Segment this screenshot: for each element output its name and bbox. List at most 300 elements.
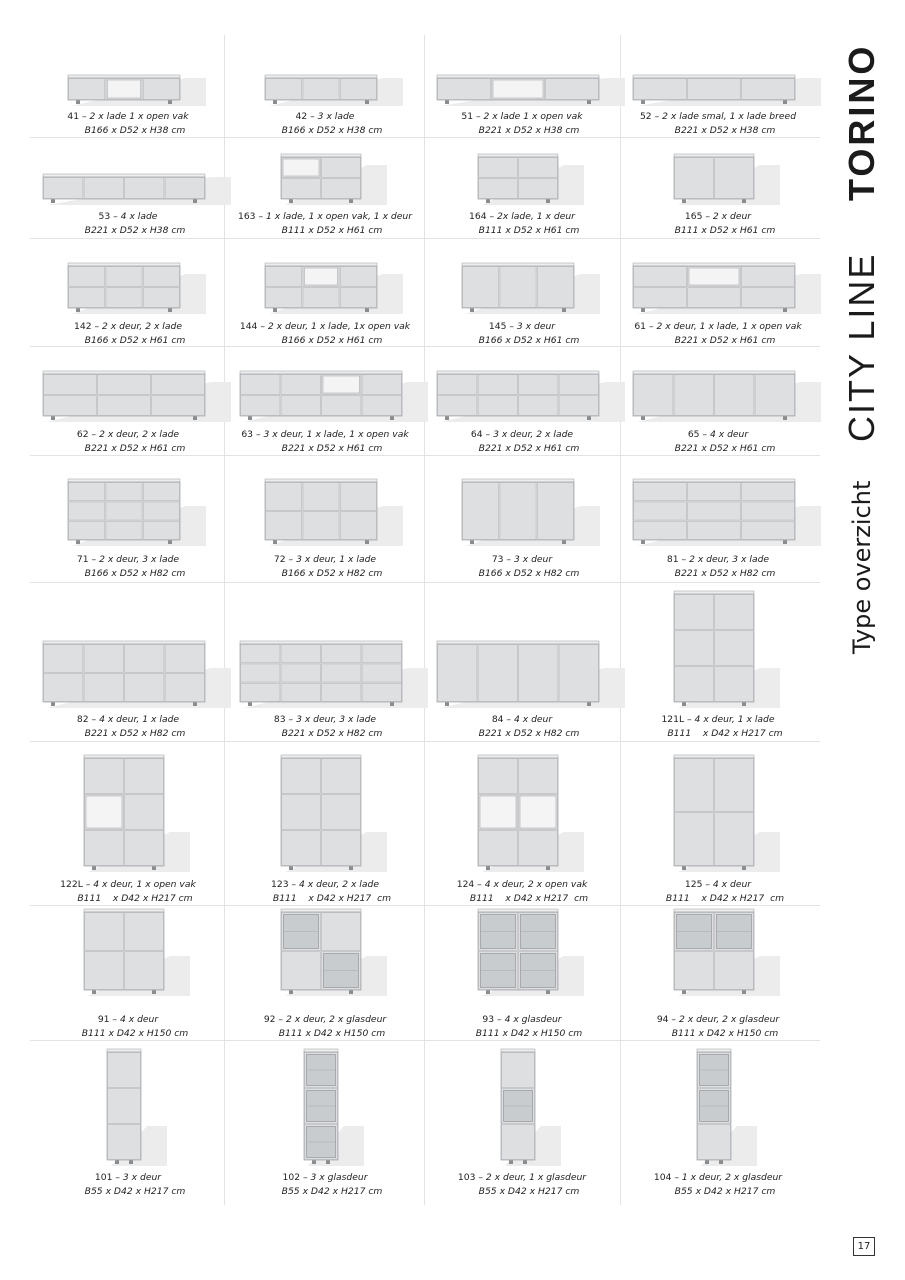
separator: – <box>110 211 121 222</box>
cabinet-top <box>633 371 795 374</box>
cabinet-front <box>152 396 205 416</box>
open-compartment <box>283 159 319 176</box>
lowboard-three-drawers-icon <box>227 35 423 110</box>
product-code: 53 <box>98 211 111 222</box>
cabinet-front <box>340 79 376 100</box>
product-description: 4 x deur <box>712 879 752 890</box>
product-dimensions: B55 x D42 x H217 cm <box>84 1186 186 1197</box>
product-description: 2 x deur, 3 x lade <box>99 554 180 565</box>
separator: – <box>88 429 100 440</box>
cabinet-top <box>633 263 795 266</box>
open-compartment <box>86 796 122 828</box>
cabinet-top <box>462 263 574 266</box>
cabinet-leg <box>783 416 787 420</box>
product-dimensions: B55 x D42 x H217 cm <box>281 1186 383 1197</box>
cabinet-front <box>322 158 361 178</box>
cabinet-leg <box>92 866 96 870</box>
cabinet-front <box>362 683 401 701</box>
cabinet-front <box>675 631 714 666</box>
product-caption <box>620 1013 816 1041</box>
separator: – <box>651 111 663 122</box>
separator: – <box>307 111 318 122</box>
cabinet-front <box>519 831 558 866</box>
cabinet-front <box>322 683 361 701</box>
cabinet-leg <box>742 702 746 706</box>
cabinet-front <box>479 179 518 199</box>
cabinet-front <box>152 375 205 395</box>
product-thumbnail <box>620 455 816 550</box>
product-description: 4 x deur <box>709 429 749 440</box>
separator: – <box>671 1172 682 1183</box>
cabinet-front <box>715 595 754 630</box>
cabinet-front <box>362 375 401 395</box>
product-description: 1 x deur, 2 x glasdeur <box>681 1172 783 1183</box>
product-dimensions: B221 x D52 x H82 cm <box>478 728 580 739</box>
cabinet-front <box>125 759 164 794</box>
cabinet-front <box>688 79 741 100</box>
product-caption <box>227 428 423 456</box>
cabinet-front <box>322 831 361 866</box>
cabinet-leg <box>289 866 293 870</box>
product-thumbnail <box>620 1040 816 1170</box>
cabinet-front <box>303 483 339 511</box>
separator: – <box>253 429 264 440</box>
product-dimensions: B221 x D52 x H61 cm <box>478 443 580 454</box>
product-caption <box>424 1013 620 1041</box>
cabinet-front <box>241 396 280 416</box>
separator: – <box>494 1014 505 1025</box>
product-thumbnail <box>30 741 226 876</box>
cabinet-front <box>715 952 754 990</box>
cabinet-front <box>362 645 401 663</box>
separator: – <box>285 714 297 725</box>
cabinet-leg <box>742 866 746 870</box>
product-caption <box>424 1171 620 1199</box>
cabinet-top <box>84 909 164 912</box>
product-caption <box>30 210 226 238</box>
product-thumbnail <box>30 238 226 318</box>
separator: – <box>288 879 299 890</box>
cabinet-leg <box>365 100 369 104</box>
product-code: 65 <box>687 429 700 440</box>
product-caption <box>620 553 816 581</box>
cabinet-front <box>125 645 164 673</box>
cabinet-top <box>697 1049 731 1052</box>
sideboard-wide-doors-drawers-icon <box>30 346 226 426</box>
cabinet-front <box>125 913 164 951</box>
product-description: 3 x deur <box>516 321 556 332</box>
product-dimensions: B166 x D52 x H82 cm <box>84 568 186 579</box>
product-caption <box>620 110 816 138</box>
cabinet-front <box>463 267 499 308</box>
cabinet-leg <box>546 866 550 870</box>
product-dimensions: B55 x D42 x H217 cm <box>674 1186 776 1197</box>
separator: – <box>91 321 102 332</box>
product-caption <box>227 1171 423 1199</box>
cabinet-front <box>674 375 713 416</box>
sideboard-three-doors-icon <box>424 238 620 318</box>
tall-cabinet-doors-two-open-compartments-icon <box>424 741 620 876</box>
cabinet-front <box>143 288 179 308</box>
product-description: 2 x lade smal, 1 x lade breed <box>662 111 797 122</box>
open-compartment <box>689 268 739 285</box>
highboard-wide-four-doors-drawer-icon <box>30 582 226 712</box>
cabinet-front <box>675 952 714 990</box>
cabinet-leg <box>587 416 591 420</box>
product-description: 3 x deur <box>513 554 553 565</box>
cabinet-leg <box>152 866 156 870</box>
cabinet-front <box>634 288 687 308</box>
cabinet-front <box>688 521 741 539</box>
cabinet-front <box>537 267 573 308</box>
cabinet-front <box>266 483 302 511</box>
cabinet-front <box>478 645 517 702</box>
separator: – <box>486 211 498 222</box>
cabinet-top <box>674 909 754 912</box>
cabinet-leg <box>273 308 277 312</box>
cabinet-leg <box>719 1160 723 1164</box>
highboard-three-doors-icon <box>424 455 620 550</box>
separator: – <box>109 1014 120 1025</box>
product-description: 4 x lade <box>120 211 158 222</box>
product-caption <box>227 210 423 238</box>
cabinet-leg <box>682 866 686 870</box>
cabinet-front <box>715 631 754 666</box>
cabinet-front <box>519 396 558 416</box>
product-caption <box>30 713 226 741</box>
cabinet-leg <box>486 990 490 994</box>
product-dimensions: B111 x D52 x H61 cm <box>674 225 776 236</box>
product-caption <box>227 110 423 138</box>
cabinet-top <box>43 174 205 177</box>
cabinet-front <box>143 521 179 539</box>
separator: – <box>82 879 94 890</box>
product-thumbnail <box>424 35 620 110</box>
cabinet-front <box>44 396 97 416</box>
product-code: 71 <box>76 554 89 565</box>
product-caption <box>30 428 226 456</box>
separator: – <box>506 321 517 332</box>
column-three-doors-icon <box>30 1040 226 1170</box>
product-description: 4 x deur, 1 x lade <box>99 714 180 725</box>
cabinet-front <box>322 759 361 794</box>
product-caption <box>30 110 226 138</box>
cabinet-front <box>143 483 179 501</box>
cabinet-leg <box>682 990 686 994</box>
sideboard-doors-drawers-icon <box>30 238 226 318</box>
separator: – <box>702 211 713 222</box>
cabinet-leg <box>470 540 474 544</box>
product-code: 42 <box>295 111 308 122</box>
product-description: 2 x lade 1 x open vak <box>483 111 583 122</box>
product-code: 121L <box>661 714 685 725</box>
cabinet-front <box>755 375 794 416</box>
product-thumbnail <box>227 905 423 1000</box>
separator: – <box>503 714 514 725</box>
product-caption <box>30 320 226 348</box>
cabinet-front <box>143 267 179 287</box>
cabinet-front <box>108 1125 141 1160</box>
product-thumbnail <box>620 741 816 876</box>
cabinet-leg <box>641 308 645 312</box>
product-description: 3 x glasdeur <box>310 1172 368 1183</box>
cabinet-front <box>340 483 376 511</box>
product-code: 93 <box>482 1014 495 1025</box>
cabinet-top <box>240 371 402 374</box>
cabinet-front <box>125 178 164 199</box>
cabinet-front <box>519 645 558 702</box>
cabinet-front <box>500 483 536 540</box>
cabinet-front <box>108 1089 141 1124</box>
lowboard-small-wide-small-icon <box>620 35 816 110</box>
product-code: 52 <box>639 111 652 122</box>
cabinet-front <box>125 952 164 990</box>
cabinet-top <box>674 154 754 157</box>
cabinet-top <box>107 1049 141 1052</box>
separator: – <box>475 1172 486 1183</box>
product-caption <box>227 878 423 906</box>
product-code: 51 <box>461 111 474 122</box>
cabinet-leg <box>365 308 369 312</box>
cabinet-leg <box>92 990 96 994</box>
cabinet-leg <box>783 100 787 104</box>
cabinet-front <box>519 375 558 395</box>
separator: – <box>503 554 514 565</box>
highboard-three-doors-drawer-icon <box>227 455 423 550</box>
cabinet-front <box>85 913 124 951</box>
cabinet-front <box>715 158 754 199</box>
product-dimensions: B221 x D52 x H61 cm <box>84 443 186 454</box>
product-dimensions: B55 x D42 x H217 cm <box>478 1186 580 1197</box>
product-description: 3 x deur, 1 x lade, 1 x open vak <box>263 429 409 440</box>
open-compartment <box>107 80 140 98</box>
cabinet-top <box>674 755 754 758</box>
product-thumbnail <box>30 137 226 209</box>
page-number: 17 <box>853 1237 875 1256</box>
product-dimensions: B111 x D42 x H217 cm <box>667 728 783 739</box>
cabinet-glass-top-doors-bottom-icon <box>620 905 816 1000</box>
cabinet-leg <box>783 308 787 312</box>
cabinet-front <box>106 288 142 308</box>
product-code: 94 <box>656 1014 669 1025</box>
cabinet-front <box>340 288 376 308</box>
cabinet-front <box>634 483 687 501</box>
open-compartment <box>493 80 543 98</box>
product-dimensions: B221 x D52 x H61 cm <box>281 443 383 454</box>
product-code: 102 <box>282 1172 301 1183</box>
sideboard-wide-three-doors-drawers-icon <box>424 346 620 426</box>
cabinet-front <box>106 483 142 501</box>
product-description: 2 x deur, 1 x glasdeur <box>485 1172 587 1183</box>
cabinet-front <box>281 645 320 663</box>
product-caption <box>30 1171 226 1199</box>
open-compartment <box>480 796 516 828</box>
cabinet-top <box>633 479 795 482</box>
product-thumbnail <box>620 238 816 318</box>
cabinet-front <box>303 288 339 308</box>
cabinet-leg <box>546 199 550 203</box>
product-code: 92 <box>263 1014 276 1025</box>
cabinet-leg <box>152 990 156 994</box>
cabinet-leg <box>289 990 293 994</box>
cabinet-front <box>165 178 204 199</box>
cabinet-front <box>282 179 321 199</box>
cabinet-front <box>125 674 164 702</box>
cabinet-leg <box>641 416 645 420</box>
cabinet-leg <box>365 540 369 544</box>
separator: – <box>275 1014 286 1025</box>
cabinet-front <box>108 1053 141 1088</box>
cabinet-leg <box>705 1160 709 1164</box>
product-code: 64 <box>470 429 483 440</box>
cabinet-top <box>265 75 377 78</box>
product-dimensions: B221 x D52 x H82 cm <box>674 568 776 579</box>
product-caption <box>424 110 620 138</box>
product-description: 2 x deur <box>712 211 752 222</box>
product-thumbnail <box>620 905 816 1000</box>
cabinet-leg <box>445 100 449 104</box>
product-code: 103 <box>457 1172 476 1183</box>
product-code: 81 <box>666 554 679 565</box>
cabinet-front <box>106 267 142 287</box>
product-description: 4 x deur, 2 x lade <box>298 879 379 890</box>
product-thumbnail <box>30 455 226 550</box>
cabinet-front <box>675 595 714 630</box>
cabinet-front <box>282 831 321 866</box>
cabinet-front <box>44 674 83 702</box>
product-code: 122L <box>60 879 83 890</box>
highboard-wide-doors-three-drawers-icon <box>620 455 816 550</box>
product-caption <box>424 428 620 456</box>
cabinet-leg <box>445 416 449 420</box>
tall-cabinet-four-doors-icon <box>620 741 816 876</box>
product-thumbnail <box>620 582 816 712</box>
tall-cabinet-doors-open-compartment-icon <box>30 741 226 876</box>
cabinet-front <box>44 645 83 673</box>
cabinet-front <box>715 813 754 866</box>
separator: – <box>255 211 266 222</box>
product-description: 3 x deur, 1 x lade <box>296 554 377 565</box>
cabinet-front <box>69 288 105 308</box>
cabinet-front <box>281 683 320 701</box>
product-code: 73 <box>491 554 504 565</box>
cabinet-top <box>281 909 361 912</box>
cabinet-front <box>479 759 518 794</box>
product-description: 2 x lade 1 x open vak <box>89 111 189 122</box>
product-caption <box>620 1171 816 1199</box>
open-compartment <box>323 376 360 393</box>
cabinet-front <box>303 512 339 540</box>
product-description: 2 x deur, 2 x glasdeur <box>285 1014 387 1025</box>
cabinet-top <box>281 154 361 157</box>
product-caption <box>620 210 816 238</box>
cabinet-front <box>69 521 105 539</box>
cabinet-front <box>715 759 754 812</box>
cabinet-front <box>143 79 179 100</box>
column-doors-glass-door-icon <box>424 1040 620 1170</box>
cabinet-front <box>500 267 536 308</box>
separator: – <box>473 111 484 122</box>
cabinet-front <box>98 396 151 416</box>
cabinet-leg <box>587 100 591 104</box>
separator: – <box>646 321 657 332</box>
overview-subtitle: Type overzicht <box>848 480 876 654</box>
cabinet-leg <box>193 199 197 203</box>
cabinet-front <box>688 502 741 520</box>
product-caption <box>227 553 423 581</box>
product-thumbnail <box>227 582 423 712</box>
cabinet-top <box>462 479 574 482</box>
product-description: 2 x deur, 3 x lade <box>689 554 770 565</box>
product-thumbnail <box>227 238 423 318</box>
product-caption <box>227 320 423 348</box>
cabinet-leg <box>273 100 277 104</box>
sideboard-two-drawers-door-icon <box>424 137 620 209</box>
cabinet-top <box>43 371 205 374</box>
separator: – <box>300 1172 311 1183</box>
cabinet-leg <box>742 990 746 994</box>
cabinet-front <box>675 667 714 702</box>
separator: – <box>474 879 485 890</box>
cabinet-front <box>519 179 558 199</box>
cabinet-front <box>106 502 142 520</box>
product-description: 2 x deur, 2 x lade <box>99 429 180 440</box>
cabinet-leg <box>390 702 394 706</box>
lowboard-four-drawers-icon <box>30 137 226 209</box>
product-dimensions: B221 x D52 x H82 cm <box>281 728 383 739</box>
lowboard-drawer-open-drawer-icon <box>30 35 226 110</box>
cabinet-leg <box>76 540 80 544</box>
product-dimensions: B221 x D52 x H38 cm <box>478 125 580 136</box>
cabinet-top <box>437 371 599 374</box>
cabinet-front <box>502 1053 535 1088</box>
product-caption <box>424 713 620 741</box>
separator: – <box>257 321 268 332</box>
cabinet-leg <box>546 990 550 994</box>
cabinet-leg <box>682 199 686 203</box>
product-thumbnail <box>227 137 423 209</box>
product-code: 84 <box>491 714 504 725</box>
cabinet-front <box>463 483 499 540</box>
cabinet-front <box>362 396 401 416</box>
cabinet-front <box>85 759 124 794</box>
cabinet-four-glass-doors-icon <box>424 905 620 1000</box>
cabinet-leg <box>349 199 353 203</box>
cabinet-front <box>266 79 302 100</box>
cabinet-front <box>715 375 754 416</box>
cabinet-front <box>742 288 795 308</box>
product-caption <box>30 1013 226 1041</box>
separator: – <box>482 429 494 440</box>
separator: – <box>79 111 90 122</box>
cabinet-front <box>282 759 321 794</box>
product-caption <box>620 320 816 348</box>
cabinet-front <box>675 813 714 866</box>
separator: – <box>285 554 297 565</box>
cabinet-front <box>698 1125 731 1160</box>
product-code: 41 <box>67 111 80 122</box>
product-thumbnail <box>30 1040 226 1170</box>
cabinet-front <box>322 396 361 416</box>
product-caption <box>227 1013 423 1041</box>
product-thumbnail <box>227 741 423 876</box>
cabinet-front <box>634 521 687 539</box>
cabinet-front <box>688 483 741 501</box>
product-description: 2 x deur, 2 x glasdeur <box>678 1014 780 1025</box>
cabinet-front <box>143 502 179 520</box>
cabinet-leg <box>486 866 490 870</box>
highboard-wide-three-doors-drawers-icon <box>227 582 423 712</box>
